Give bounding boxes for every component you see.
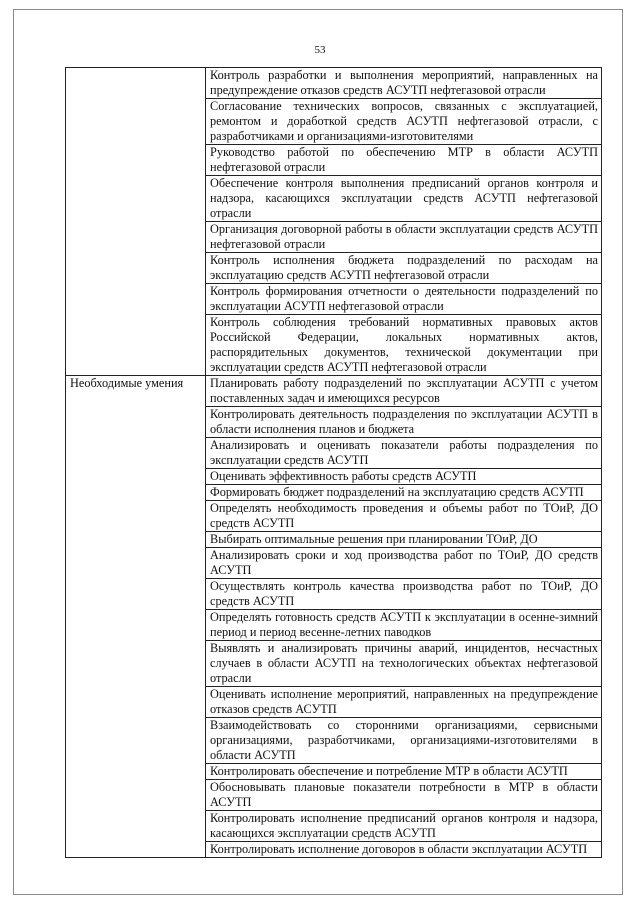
table-cell-text: Контролировать деятельность подразделения по эксплуатации АСУТП в области исполнения планов и бюджета [206,407,602,438]
table-cell-text: Контролировать исполнение предписаний органов контроля и надзора, касающихся эксплуатации средств АСУТП [206,811,602,842]
table-cell-text: Выбирать оптимальные решения при планировании ТОиР, ДО [206,532,602,548]
table-cell-text: Анализировать сроки и ход производства работ по ТОиР, ДО средств АСУТП [206,548,602,579]
table-cell-text: Руководство работой по обеспечению МТР в области АСУТП нефтегазовой отрасли [206,145,602,176]
table-cell-text: Контроль соблюдения требований нормативных правовых актов Российской Федерации, локальных нормативных актов, распорядительных документов, технической документации при эксплуатации средств АСУТП нефтегазовой отрасли [206,315,602,376]
table-cell-text: Осуществлять контроль качества производства работ по ТОиР, ДО средств АСУТП [206,579,602,610]
requirements-table-body [66,68,602,858]
table-cell-text: Контролировать обеспечение и потребление МТР в области АСУТП [206,764,602,780]
table-cell-text: Контролировать исполнение договоров в области эксплуатации АСУТП [206,842,602,858]
table-cell-text: Оценивать эффективность работы средств АСУТП [206,469,602,485]
table-cell-text: Контроль разработки и выполнения мероприятий, направленных на предупреждение отказов средств АСУТП нефтегазовой отрасли [206,68,602,99]
table-cell-text: Согласование технических вопросов, связанных с эксплуатацией, ремонтом и доработкой средств АСУТП нефтегазовой отрасли, с разработчиками и организациями-изготовителями [206,99,602,145]
requirements-table [65,67,602,858]
table-cell-text: Формировать бюджет подразделений на эксплуатацию средств АСУТП [206,485,602,501]
table-cell-text: Контроль формирования отчетности о деятельности подразделений по эксплуатации АСУТП нефтегазовой отрасли [206,284,602,315]
page-number: 53 [314,44,326,56]
table-cell-text: Анализировать и оценивать показатели работы подразделения по эксплуатации средств АСУТП [206,438,602,469]
table-cell-text: Выявлять и анализировать причины аварий, инцидентов, несчастных случаев в области АСУТП на технологических объектах нефтегазовой отрасли [206,641,602,687]
section-label: Необходимые умения [66,376,206,858]
table-cell-text: Организация договорной работы в области эксплуатации средств АСУТП нефтегазовой отрасли [206,222,602,253]
table-cell-text: Определять необходимость проведения и объемы работ по ТОиР, ДО средств АСУТП [206,501,602,532]
table-cell-text: Обеспечение контроля выполнения предписаний органов контроля и надзора, касающихся эксплуатации средств АСУТП нефтегазовой отрасли [206,176,602,222]
table-cell-text: Контроль исполнения бюджета подразделений по расходам на эксплуатацию средств АСУТП нефтегазовой отрасли [206,253,602,284]
table-cell-text: Обосновывать плановые показатели потребности в МТР в области АСУТП [206,780,602,811]
table-cell-text: Определять готовность средств АСУТП к эксплуатации в осенне-зимний период и период весенне-летних паводков [206,610,602,641]
table-row [66,68,602,99]
section-label [66,68,206,376]
table-cell-text: Планировать работу подразделений по эксплуатации АСУТП с учетом поставленных задач и имеющихся ресурсов [206,376,602,407]
table-row [66,376,602,407]
table-cell-text: Оценивать исполнение мероприятий, направленных на предупреждение отказов средств АСУТП [206,687,602,718]
table-cell-text: Взаимодействовать со сторонними организациями, сервисными организациями, разработчиками, организациями-изготовителями в области АСУТП [206,718,602,764]
